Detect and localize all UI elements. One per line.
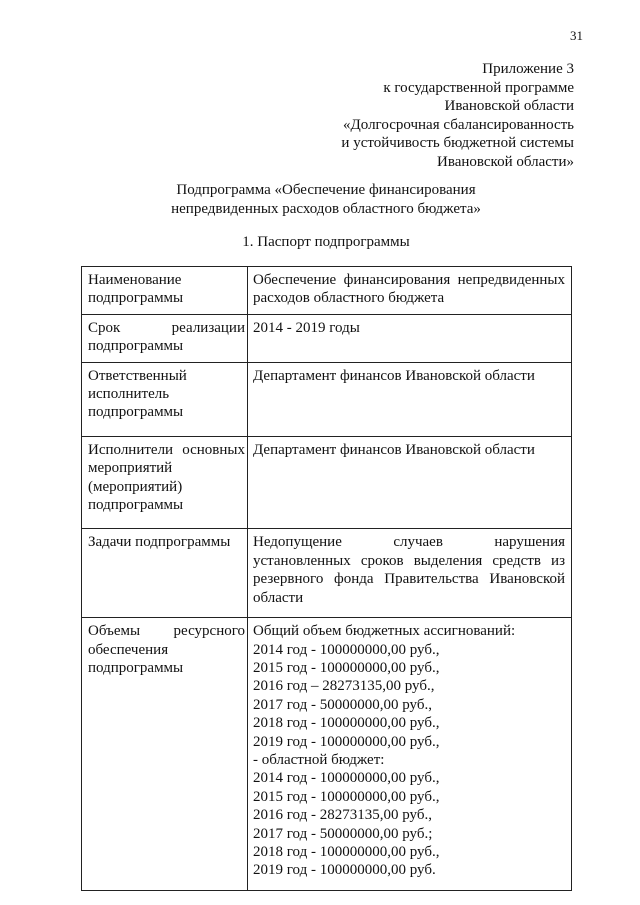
table-row <box>82 362 572 436</box>
row-label: Ответственный исполнитель подпрограммы <box>82 362 248 436</box>
appendix-line: Приложение 3 <box>482 61 574 77</box>
row-value: Недопущение случаев нарушения установленных сроков выделения средств из резервного фонда Правительства Ивановской области <box>248 529 572 618</box>
funding-line: 2014 год - 100000000,00 руб., <box>253 770 440 787</box>
subprogram-title <box>80 181 572 219</box>
subprogram-title-line: непредвиденных расходов областного бюджета» <box>171 201 481 217</box>
table-row <box>82 314 572 362</box>
row-label: Исполнители основных мероприятий (мероприятий) подпрограммы <box>82 436 248 529</box>
funding-line: 2018 год - 100000000,00 руб., <box>253 843 440 860</box>
section-title: 1. Паспорт подпрограммы <box>242 234 410 250</box>
funding-line: 2017 год - 50000000,00 руб., <box>253 696 432 713</box>
appendix-line: Ивановской области <box>444 98 574 115</box>
funding-line: 2015 год - 100000000,00 руб., <box>253 788 440 805</box>
row-value: Обеспечение финансирования непредвиденных расходов областного бюджета <box>248 267 572 315</box>
appendix-line: и устойчивость бюджетной системы <box>341 135 574 152</box>
row-value: Департамент финансов Ивановской области <box>248 362 572 436</box>
appendix-line: «Долгосрочная сбалансированность <box>343 116 574 133</box>
funding-line: 2016 год - 28273135,00 руб., <box>253 807 432 824</box>
funding-line: 2014 год - 100000000,00 руб., <box>253 641 440 658</box>
row-label: Наименование подпрограммы <box>82 267 248 315</box>
appendix-header <box>341 60 574 172</box>
funding-line: 2016 год – 28273135,00 руб., <box>253 678 435 695</box>
page-number: 31 <box>570 28 583 43</box>
table-row <box>82 618 572 891</box>
appendix-line: к государственной программе <box>383 79 574 96</box>
row-value-lines <box>248 618 572 891</box>
funding-line: Общий объем бюджетных ассигнований: <box>253 623 516 640</box>
funding-line: - областной бюджет: <box>253 751 385 768</box>
funding-line: 2018 год - 100000000,00 руб., <box>253 715 440 732</box>
row-label: Задачи подпрограммы <box>82 529 248 618</box>
funding-line: 2019 год - 100000000,00 руб. <box>253 862 436 879</box>
row-label: Срок реализации подпрограммы <box>82 314 248 362</box>
subprogram-title-line: Подпрограмма «Обеспечение финансирования <box>176 182 476 198</box>
appendix-line: Ивановской области» <box>437 153 574 170</box>
table-row <box>82 436 572 529</box>
table-row <box>82 529 572 618</box>
funding-line: 2019 год - 100000000,00 руб., <box>253 733 440 750</box>
funding-line: 2015 год - 100000000,00 руб., <box>253 659 440 676</box>
row-label: Объемы ресурсного обеспечения подпрограммы <box>82 618 248 891</box>
row-value: 2014 - 2019 годы <box>248 314 572 362</box>
table-row <box>82 267 572 315</box>
passport-table <box>81 266 572 891</box>
row-value: Департамент финансов Ивановской области <box>248 436 572 529</box>
funding-line: 2017 год - 50000000,00 руб.; <box>253 825 433 842</box>
